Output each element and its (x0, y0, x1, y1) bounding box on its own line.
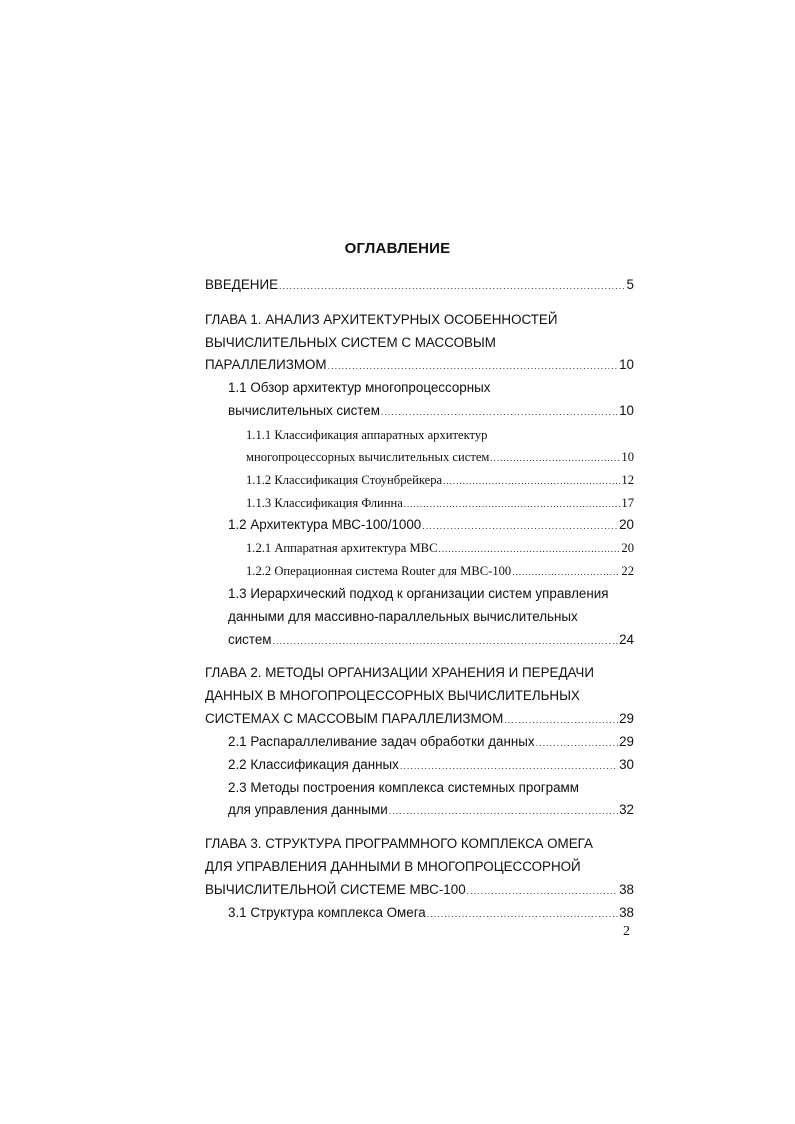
toc-subsection-1-2-1[interactable] (246, 538, 634, 558)
leader-dots (328, 356, 619, 376)
entry-title: многопроцессорных вычислительных систем (246, 450, 490, 464)
toc-section-3-1[interactable] (228, 903, 634, 923)
toc-section-1-3-line-2[interactable]: данными для массивно-параллельных вычислительных (228, 609, 578, 624)
leader-dots (467, 881, 618, 901)
entry-title: 3.1 Структура комплекса Омега (228, 905, 426, 920)
entry-title: ПАРАЛЛЕЛИЗМОМ (205, 357, 327, 372)
entry-page: 38 (619, 882, 634, 897)
entry-title: 2.2 Классификация данных (228, 757, 399, 772)
entry-title: вычислительных систем (228, 403, 380, 418)
entry-page: 10 (621, 450, 634, 464)
leader-dots (512, 562, 620, 582)
toc-subsection-1-1-1-line-1[interactable]: 1.1.1 Классификация аппаратных архитектур (246, 428, 488, 442)
leader-dots (490, 448, 620, 468)
toc-subsection-1-1-3[interactable] (246, 493, 634, 513)
toc-entry-intro[interactable] (205, 275, 634, 295)
entry-title: 1.2 Архитектура МВС-100/1000 (228, 517, 422, 532)
entry-page: 12 (621, 473, 634, 487)
toc-subsection-1-1-1[interactable] (246, 447, 634, 467)
toc-section-1-3[interactable] (228, 630, 634, 650)
leader-dots (404, 494, 621, 514)
toc-subsection-1-2-2[interactable] (246, 561, 634, 581)
entry-page: 38 (619, 905, 634, 920)
entry-page: 5 (626, 277, 634, 292)
entry-page: 29 (619, 734, 634, 749)
entry-page: 24 (619, 632, 634, 647)
toc-chapter-3-line-2[interactable]: ДЛЯ УПРАВЛЕНИЯ ДАННЫМИ В МНОГОПРОЦЕССОРНОЙ (205, 859, 581, 874)
entry-page: 22 (621, 564, 634, 578)
leader-dots (279, 276, 626, 296)
leader-dots (389, 801, 618, 821)
toc-section-1-3-line-1[interactable]: 1.3 Иерархический подход к организации систем управления (228, 586, 609, 601)
entry-title: 1.1.3 Классификация Флинна (246, 496, 403, 510)
toc-chapter-3[interactable] (205, 880, 634, 900)
entry-title: 1.2.2 Операционная система Router для МВС-100 (246, 564, 512, 578)
leader-dots (536, 733, 619, 753)
leader-dots (273, 631, 619, 651)
leader-dots (422, 516, 618, 536)
entry-title: систем (228, 632, 272, 647)
toc-section-1-2[interactable] (228, 515, 634, 535)
toc-section-2-3-line-1[interactable]: 2.3 Методы построения комплекса системных программ (228, 780, 579, 795)
entry-title: 1.1.2 Классификация Стоунбрейкера (246, 473, 443, 487)
entry-title: ВВЕДЕНИЕ (205, 277, 279, 292)
toc-chapter-1-line-1[interactable]: ГЛАВА 1. АНАЛИЗ АРХИТЕКТУРНЫХ ОСОБЕННОСТЕЙ (205, 312, 558, 327)
leader-dots (438, 539, 620, 559)
entry-title: 2.1 Распараллеливание задач обработки данных (228, 734, 535, 749)
leader-dots (400, 756, 618, 776)
leader-dots (381, 402, 618, 422)
entry-page: 29 (619, 711, 634, 726)
entry-title: ВЫЧИСЛИТЕЛЬНОЙ СИСТЕМЕ МВС-100 (205, 882, 466, 897)
toc-chapter-2[interactable] (205, 709, 634, 729)
toc-chapter-1[interactable] (205, 355, 634, 375)
leader-dots (443, 471, 620, 491)
entry-title: 1.2.1 Аппаратная архитектура МВС (246, 541, 438, 555)
entry-page: 20 (621, 541, 634, 555)
entry-title: СИСТЕМАХ С МАССОВЫМ ПАРАЛЛЕЛИЗМОМ (205, 711, 504, 726)
toc-section-2-2[interactable] (228, 755, 634, 775)
toc-chapter-2-line-1[interactable]: ГЛАВА 2. МЕТОДЫ ОРГАНИЗАЦИИ ХРАНЕНИЯ И ПЕРЕДАЧИ (205, 665, 594, 680)
entry-page: 32 (619, 802, 634, 817)
entry-page: 10 (619, 357, 634, 372)
leader-dots (427, 904, 618, 924)
toc-section-2-1[interactable] (228, 732, 634, 752)
entry-page: 17 (621, 496, 634, 510)
toc-chapter-1-line-2[interactable]: ВЫЧИСЛИТЕЛЬНЫХ СИСТЕМ С МАССОВЫМ (205, 335, 496, 350)
leader-dots (504, 710, 618, 730)
entry-page: 10 (619, 403, 634, 418)
page-number: 2 (623, 924, 630, 939)
toc-section-2-3[interactable] (228, 800, 634, 820)
entry-title: для управления данными (228, 802, 388, 817)
entry-page: 30 (619, 757, 634, 772)
toc-section-1-1-line-1[interactable]: 1.1 Обзор архитектур многопроцессорных (228, 380, 491, 395)
toc-chapter-2-line-2[interactable]: ДАННЫХ В МНОГОПРОЦЕССОРНЫХ ВЫЧИСЛИТЕЛЬНЫХ (205, 688, 580, 703)
toc-section-1-1[interactable] (228, 401, 634, 421)
toc-subsection-1-1-2[interactable] (246, 470, 634, 490)
toc-chapter-3-line-1[interactable]: ГЛАВА 3. СТРУКТУРА ПРОГРАММНОГО КОМПЛЕКСА ОМЕГА (205, 836, 593, 851)
page-title: ОГЛАВЛЕНИЕ (344, 240, 451, 257)
entry-page: 20 (619, 517, 634, 532)
